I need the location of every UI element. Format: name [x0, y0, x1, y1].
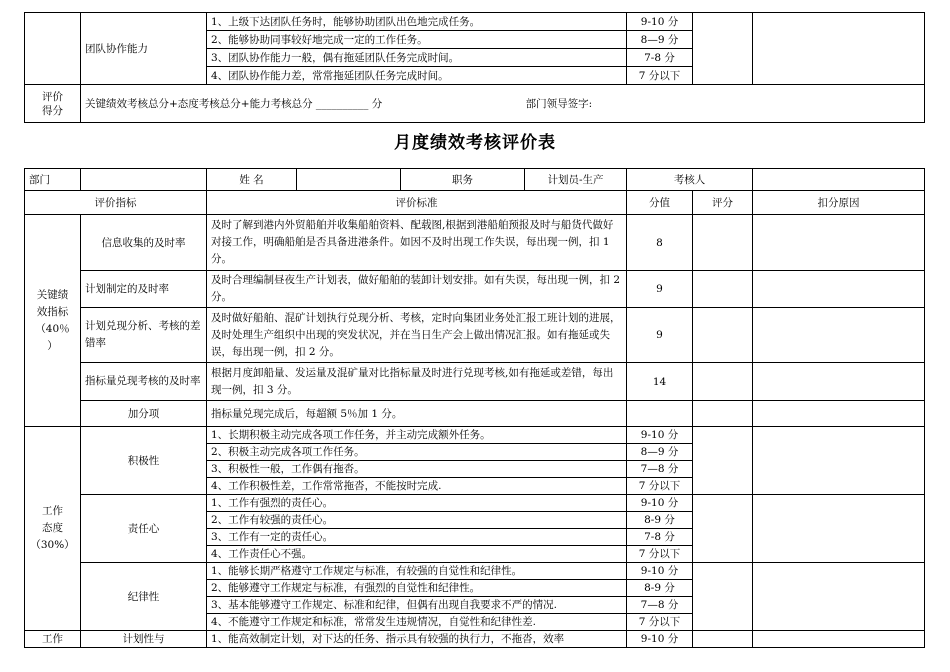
position-value: 计划员-生产	[525, 169, 627, 191]
ability-item-name: 计划性与	[81, 631, 207, 648]
col-reason: 扣分原因	[753, 191, 925, 215]
criterion-text: 2、积极主动完成各项工作任务。	[207, 444, 627, 461]
reason-cell[interactable]	[753, 308, 925, 363]
kpi-group-line: ）	[47, 339, 58, 352]
reason-cell[interactable]	[753, 363, 925, 401]
attitude-group-line: 工作	[42, 505, 63, 517]
evaluation-formula-cell	[81, 85, 925, 123]
rating-cell[interactable]	[693, 401, 753, 427]
col-indicator: 评价指标	[25, 191, 207, 215]
dept-label: 部门	[25, 169, 81, 191]
monthly-evaluation-table	[24, 168, 925, 648]
criterion-score: 9-10 分	[627, 631, 693, 648]
dept-value[interactable]	[81, 169, 207, 191]
criterion-text: 1、上级下达团队任务时，能够协助团队出色地完成任务。	[207, 13, 627, 31]
kpi-item-name: 计划制定的及时率	[81, 271, 207, 308]
indicator-name: 团队协作能力	[81, 13, 207, 85]
kpi-item-score: 14	[627, 363, 693, 401]
rating-cell[interactable]	[693, 631, 753, 648]
criterion-score: 8—9 分	[627, 31, 693, 49]
criterion-text: 4、不能遵守工作规定和标准，常常发生违规情况，自觉性和纪律性差.	[207, 614, 627, 631]
kpi-group-line: （40％	[35, 322, 70, 335]
kpi-item-name: 计划兑现分析、考核的差错率	[81, 308, 207, 363]
evaluation-label	[25, 85, 81, 123]
name-label: 姓 名	[207, 169, 297, 191]
attitude-group	[25, 427, 81, 631]
name-value[interactable]	[297, 169, 401, 191]
col-score: 分值	[627, 191, 693, 215]
reason-cell[interactable]	[753, 401, 925, 427]
kpi-item-name: 信息收集的及时率	[81, 215, 207, 271]
attitude-item-name: 积极性	[81, 427, 207, 495]
kpi-group-line: 效指标	[36, 305, 69, 318]
criterion-score: 9-10 分	[627, 427, 693, 444]
reason-cell[interactable]	[753, 215, 925, 271]
criterion-text: 2、工作有较强的责任心。	[207, 512, 627, 529]
reason-cell[interactable]	[753, 271, 925, 308]
rating-cell[interactable]	[693, 563, 753, 631]
evaluation-label-line: 评价	[42, 90, 63, 103]
group-cell	[25, 13, 81, 85]
criterion-text: 1、能高效制定计划，对下达的任务、指示具有较强的执行力，不拖沓，效率	[207, 631, 627, 648]
criterion-text: 3、积极性一般，工作偶有拖沓。	[207, 461, 627, 478]
kpi-item-name: 加分项	[81, 401, 207, 427]
rating-cell[interactable]	[693, 308, 753, 363]
top-evaluation-table	[24, 12, 925, 123]
criterion-text: 1、工作有强烈的责任心。	[207, 495, 627, 512]
kpi-item-standard: 根据月度卸船量、发运量及混矿量对比指标量及时进行兑现考核,如有拖延或差错，每出现一例，扣 3 分。	[207, 363, 627, 401]
criterion-text: 3、工作有一定的责任心。	[207, 529, 627, 546]
criterion-score: 8-9 分	[627, 512, 693, 529]
criterion-score: 7 分以下	[627, 614, 693, 631]
criterion-text: 4、工作责任心不强。	[207, 546, 627, 563]
criterion-score: 7—8 分	[627, 597, 693, 614]
criterion-score: 7-8 分	[627, 49, 693, 67]
rating-cell[interactable]	[693, 215, 753, 271]
criterion-text: 2、能够协助同事较好地完成一定的工作任务。	[207, 31, 627, 49]
criterion-score: 7-8 分	[627, 529, 693, 546]
kpi-item-name: 指标量兑现考核的及时率	[81, 363, 207, 401]
attitude-group-line: （30%）	[30, 539, 75, 551]
kpi-item-score	[627, 401, 693, 427]
rating-cell[interactable]	[693, 363, 753, 401]
assessor-value[interactable]	[753, 169, 925, 191]
criterion-score: 9-10 分	[627, 13, 693, 31]
reason-cell[interactable]	[753, 427, 925, 495]
col-standard: 评价标准	[207, 191, 627, 215]
position-label: 职务	[401, 169, 525, 191]
criterion-text: 3、基本能够遵守工作规定、标准和纪律，但偶有出现自我要求不严的情况.	[207, 597, 627, 614]
reason-cell[interactable]	[753, 563, 925, 631]
reason-cell[interactable]	[753, 495, 925, 563]
criterion-score: 9-10 分	[627, 563, 693, 580]
kpi-item-score: 9	[627, 308, 693, 363]
dept-leader-signature: 部门领导签字:	[525, 97, 593, 110]
criterion-score: 7—8 分	[627, 461, 693, 478]
rating-cell[interactable]	[693, 495, 753, 563]
criterion-score: 8-9 分	[627, 580, 693, 597]
criterion-text: 2、能够遵守工作规定与标准，有强烈的自觉性和纪律性。	[207, 580, 627, 597]
evaluation-formula: 关键绩效考核总分+态度考核总分+能力考核总分 __________ 分	[85, 97, 383, 110]
kpi-item-standard: 指标量兑现完成后，每超额 5％加 1 分。	[207, 401, 627, 427]
criterion-text: 4、工作积极性差，工作常常拖沓，不能按时完成.	[207, 478, 627, 495]
kpi-item-score: 8	[627, 215, 693, 271]
attitude-group-line: 态度	[42, 522, 63, 534]
criterion-score: 7 分以下	[627, 546, 693, 563]
kpi-item-standard: 及时了解到港内外贸船舶并收集船舶资料、配载图,根据到港船舶预报及时与船货代做好对接工作，明确船舶是否具备进港条件。如因不及时出现工作失误，每出现一例，扣 1 分。	[207, 215, 627, 271]
kpi-item-standard: 及时做好船舶、混矿计划执行兑现分析、考核，定时向集团业务处汇报工班计划的进展，及时处理生产组织中出现的突发状况，并在当日生产会上做出情况汇报。如有拖延或失误，每出现一例，扣 2 分。	[207, 308, 627, 363]
criterion-score: 8—9 分	[627, 444, 693, 461]
criterion-text: 3、团队协作能力一般，偶有拖延团队任务完成时间。	[207, 49, 627, 67]
kpi-group-line: 关键绩	[36, 288, 69, 301]
criterion-text: 1、能够长期严格遵守工作规定与标准，有较强的自觉性和纪律性。	[207, 563, 627, 580]
kpi-item-score: 9	[627, 271, 693, 308]
assessor-label: 考核人	[627, 169, 753, 191]
kpi-group	[25, 215, 81, 427]
col-rating: 评分	[693, 191, 753, 215]
attitude-item-name: 纪律性	[81, 563, 207, 631]
evaluation-label-line: 得分	[42, 104, 63, 117]
rating-cell[interactable]	[693, 427, 753, 495]
rating-cell[interactable]	[693, 13, 753, 85]
reason-cell[interactable]	[753, 13, 925, 85]
rating-cell[interactable]	[693, 271, 753, 308]
criterion-score: 9-10 分	[627, 495, 693, 512]
reason-cell[interactable]	[753, 631, 925, 648]
criterion-text: 4、团队协作能力差，常常拖延团队任务完成时间。	[207, 67, 627, 85]
criterion-score: 7 分以下	[627, 478, 693, 495]
criterion-score: 7 分以下	[627, 67, 693, 85]
ability-group: 工作	[25, 631, 81, 648]
attitude-item-name: 责任心	[81, 495, 207, 563]
kpi-item-standard: 及时合理编制昼夜生产计划表，做好船舶的装卸计划安排。如有失误，每出现一例，扣 2 分。	[207, 271, 627, 308]
page-title: 月度绩效考核评价表	[394, 133, 556, 153]
criterion-text: 1、长期积极主动完成各项工作任务，并主动完成额外任务。	[207, 427, 627, 444]
